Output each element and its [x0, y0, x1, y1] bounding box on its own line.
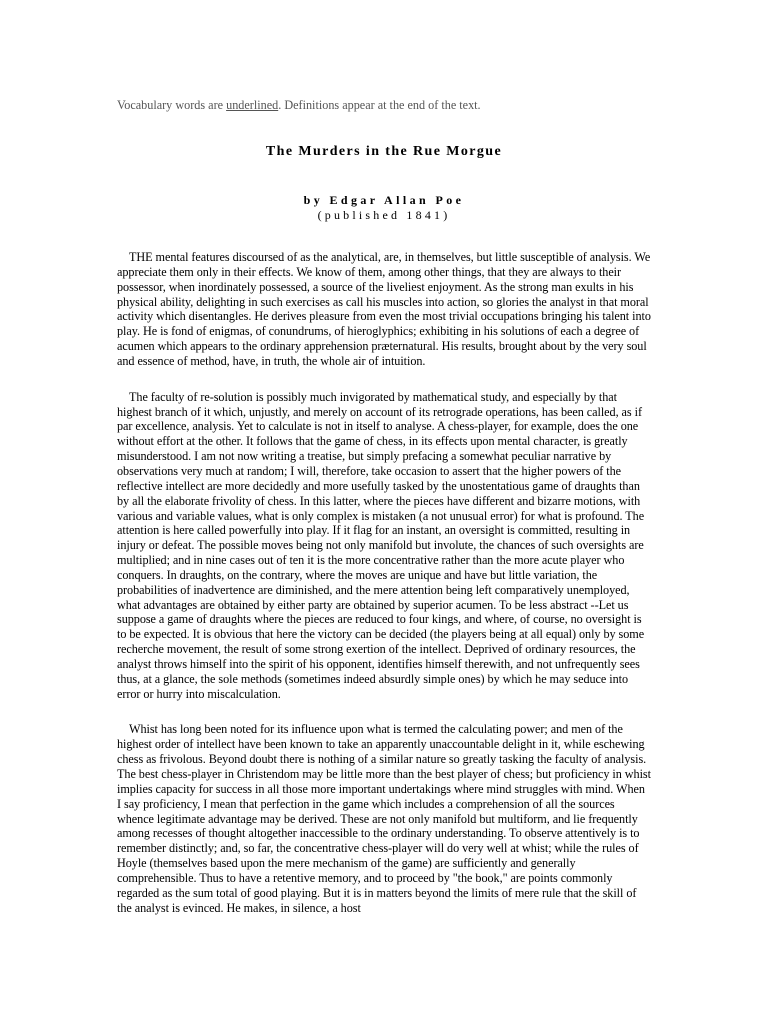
publication-date: (published 1841)	[317, 208, 451, 222]
paragraph-3: Whist has long been noted for its influence upon what is termed the calculating power; and men of the highest order of intellect have been known to take an apparently unaccountable delight in it, while eschewing chess as frivolous. Beyond doubt there is nothing of a similar nature so greatly tasking the faculty of analysis. The best chess-player in Christendom may be little more than the best player of chess; but proficiency in whist implies capacity for success in all those more important undertakings where mind struggles with mind. When I say proficiency, I mean that perfection in the game which includes a comprehension of all the sources whence legitimate advantage may be derived. These are not only manifold but multiform, and lie frequently among recesses of thought altogether inaccessible to the ordinary understanding. To observe attentively is to remember distinctly; and, so far, the concentrative chess-player will do very well at whist; while the rules of Hoyle (themselves based upon the mere mechanism of the game) are sufficiently and generally comprehensible. Thus to have a retentive memory, and to proceed by "the book," are points commonly regarded as the sum total of good playing. But it is in matters beyond the limits of mere rule that the skill of the analyst is evinced. He makes, in silence, a host	[117, 722, 651, 915]
author-byline: by Edgar Allan Poe	[303, 193, 465, 207]
notice-prefix: Vocabulary words are	[117, 98, 227, 112]
notice-suffix: . Definitions appear at the end of the text.	[278, 98, 481, 112]
story-title: The Murders in the Rue Morgue	[265, 144, 503, 159]
paragraph-1: THE mental features discoursed of as the analytical, are, in themselves, but little susceptible of analysis. We appreciate them only in their effects. We know of them, among other things, that they are always to their possessor, when inordinately possessed, a source of the liveliest enjoyment. As the strong man exults in his physical ability, delighting in such exercises as call his muscles into action, so glories the analyst in that moral activity which disentangles. He derives pleasure from even the most trivial occupations bringing his talent into play. He is fond of enigmas, of conundrums, of hieroglyphics; exhibiting in his solutions of each a degree of acumen which appears to the ordinary apprehension præternatural. His results, brought about by the very soul and essence of method, have, in truth, the whole air of intuition.	[117, 250, 651, 368]
story-body	[117, 250, 651, 915]
document-page	[117, 97, 651, 936]
vocabulary-notice	[117, 97, 651, 113]
paragraph-2: The faculty of re-solution is possibly much invigorated by mathematical study, and especially by that highest branch of it which, unjustly, and merely on account of its retrograde operations, has been called, as if par excellence, analysis. Yet to calculate is not in itself to analyse. A chess-player, for example, does the one without effort at the other. It follows that the game of chess, in its effects upon mental character, is greatly misunderstood. I am not now writing a treatise, but simply prefacing a somewhat peculiar narrative by observations very much at random; I will, therefore, take occasion to assert that the higher powers of the reflective intellect are more decidedly and more usefully tasked by the unostentatious game of draughts than by all the elaborate frivolity of chess. In this latter, where the pieces have different and bizarre motions, with various and variable values, what is only complex is mistaken (a not unusual error) for what is profound. The attention is here called powerfully into play. If it flag for an instant, an oversight is committed, resulting in injury or defeat. The possible moves being not only manifold but involute, the chances of such oversights are multiplied; and in nine cases out of ten it is the more concentrative rather than the more acute player who conquers. In draughts, on the contrary, where the moves are unique and have but little variation, the probabilities of inadvertence are diminished, and the mere attention being left comparatively unemployed, what advantages are obtained by either party are obtained by superior acumen. To be less abstract --Let us suppose a game of draughts where the pieces are reduced to four kings, and where, of course, no oversight is to be expected. It is obvious that here the victory can be decided (the players being at all equal) only by some recherche movement, the result of some strong exertion of the intellect. Deprived of ordinary resources, the analyst throws himself into the spirit of his opponent, identifies himself therewith, and not unfrequently sees thus, at a glance, the sole methods (sometimes indeed absurdly simple ones) by which he may seduce into error or hurry into miscalculation.	[117, 389, 645, 701]
underlined-example: underlined	[226, 98, 279, 112]
